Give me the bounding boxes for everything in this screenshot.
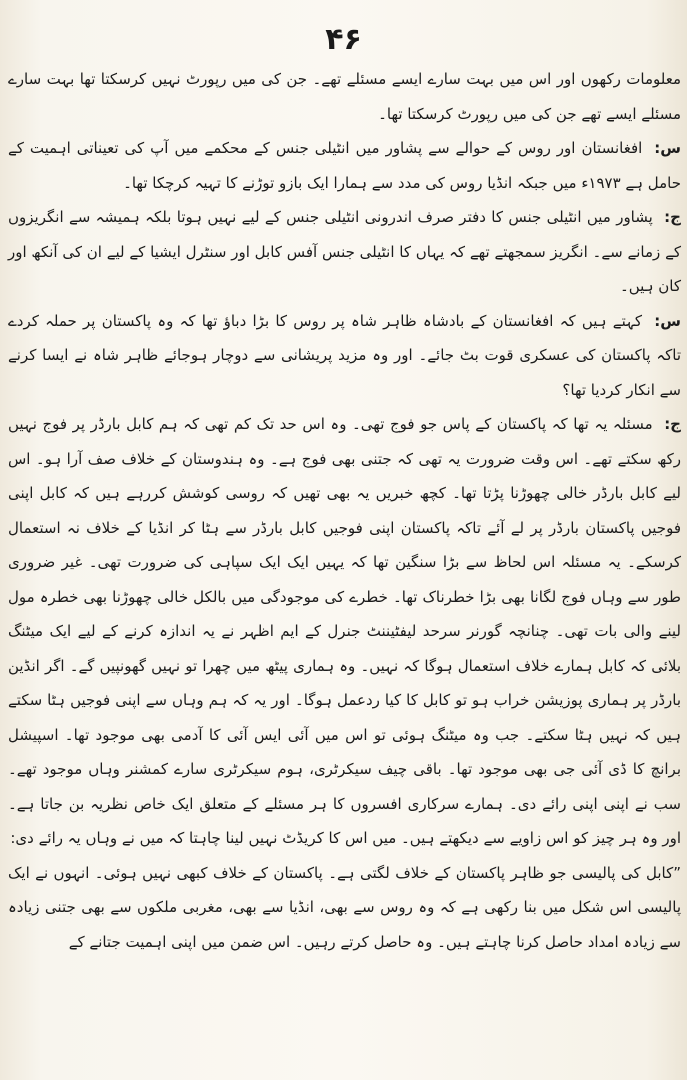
- paragraph-text: کہتے ہیں کہ افغانستان کے بادشاہ ظاہر شاہ پر روس کا بڑا دباؤ تھا کہ وہ پاکستان پر حملہ کردے تاکہ پاکستان کی عسکری قوت بٹ جائے۔ اور وہ مزید پریشانی سے دوچار ہوجائے ظاہر شاہ نے ایسا کرنے سے انکار کردیا تھا؟: [8, 311, 681, 399]
- paragraph-answer-1: [8, 200, 681, 304]
- paragraph-answer-2: [8, 407, 681, 856]
- paragraph-text: پشاور میں انٹیلی جنس کا دفتر صرف اندرونی انٹیلی جنس کے لیے نہیں ہوتا بلکہ ہمیشہ سے انگریزوں کے زمانے سے۔ انگریز سمجھتے تھے کہ یہاں کا انٹیلی جنس آفس کابل اور سنٹرل ایشیا کے لیے ان کی آنکھ اور کان ہیں۔: [8, 208, 681, 295]
- paragraph-question-2: [8, 304, 681, 408]
- paragraph-text: افغانستان اور روس کے حوالے سے پشاور میں انٹیلی جنس کے محکمے میں آپ کی تعیناتی اہمیت کے حامل ہے ۱۹۷۳ء میں جبکہ انڈیا روس کی مدد سے ہمارا ایک بازو توڑنے کا تہیہ کرچکا تھا۔: [8, 139, 681, 192]
- page-number: ۴۶: [325, 22, 362, 57]
- paragraph-text: ”کابل کی پالیسی جو ظاہر پاکستان کے خلاف لگتی ہے۔ پاکستان کے خلاف کبھی نہیں ہوئی۔ انہوں نے ایک پالیسی اس شکل میں بنا رکھی ہے کہ وہ روس سے بھی، انڈیا سے بھی، مغربی ملکوں سے بھی جتنی زیادہ سے زیادہ امداد حاصل کرنا چاہتے ہیں۔ وہ حاصل کرتے رہیں۔ اس ضمن میں اپنی اہمیت جتانے کے: [8, 863, 681, 951]
- paragraph-text: مسئلہ یہ تھا کہ پاکستان کے پاس جو فوج تھی۔ وہ اس حد تک کم تھی کہ ہم کابل بارڈر پر فوج نہیں رکھ سکتے تھے۔ اس وقت ضرورت یہ تھی کہ جتنی بھی فوج ہے۔ وہ ہندوستان کے خلاف صف آرا ہو۔ اس لیے کابل بارڈر خالی چھوڑنا پڑتا تھا۔ کچھ خبریں یہ بھی تھیں کہ روسی کوشش کررہے ہیں کہ کابل اپنی فوجیں پاکستان بارڈر پر لے آئے تاکہ پاکستان اپنی فوجیں کابل بارڈر سے ہٹا کر انڈیا کے خلاف نہ استعمال کرسکے۔ یہ مسئلہ اس لحاظ سے بڑا سنگین تھا کہ یہیں ایک ایک سپاہی کی ضرورت تھی۔ غیر ضروری طور سے وہاں فوج لگانا بھی بڑا خطرناک تھا۔ خطرے کی موجودگی میں بالکل خالی چھوڑنا بھی خطرہ مول لینے والی بات تھی۔ چنانچہ گورنر سرحد لیفٹیننٹ جنرل کے ایم اظہر نے یہ اندازہ کرنے کے لیے ایک میٹنگ بلائی کہ کابل ہمارے خلاف استعمال ہوگا کہ نہیں۔ وہ ہماری پیٹھ میں چھرا تو نہیں گھونپیں گے۔ اگر انڈین بارڈر پر ہماری پوزیشن خراب ہو تو کابل کا کیا ردعمل ہوگا۔ اور یہ کہ ہم وہاں سے اپنی فوجیں ہٹا سکتے ہیں کہ نہیں ہٹا سکتے۔ جب وہ میٹنگ ہوئی تو اس میں آئی ایس آئی کا آدمی بھی موجود تھا۔ اسپیشل برانچ کا ڈی آئی جی بھی موجود تھا۔ باقی چیف سیکرٹری، ہوم سیکرٹری سارے کمشنر وہاں موجود تھے۔ سب نے اپنی اپنی رائے دی۔ ہمارے سرکاری افسروں کا ہر مسئلے کے متعلق ایک خاص نظریہ بن جاتا ہے۔ اور وہ ہر چیز کو اس زاویے سے دیکھتے ہیں۔ میں اس کا کریڈٹ نہیں لینا چاہتا کہ میں نے وہاں یہ رائے دی:: [8, 415, 681, 847]
- page-body: [8, 62, 681, 959]
- paragraph-intro: [8, 62, 681, 131]
- speaker-label: س:: [654, 311, 681, 330]
- speaker-label: س:: [654, 139, 681, 157]
- paragraph-quote: [8, 856, 681, 960]
- speaker-label: ج:: [664, 415, 681, 433]
- speaker-label: ج:: [664, 208, 681, 226]
- paragraph-question-1: [8, 131, 681, 200]
- paragraph-text: معلومات رکھوں اور اس میں بہت سارے ایسے مسئلے تھے۔ جن کی میں رپورٹ نہیں کرسکتا تھا بہت سارے مسئلے ایسے تھے جن کی میں رپورٹ کرسکتا تھا۔: [8, 70, 681, 123]
